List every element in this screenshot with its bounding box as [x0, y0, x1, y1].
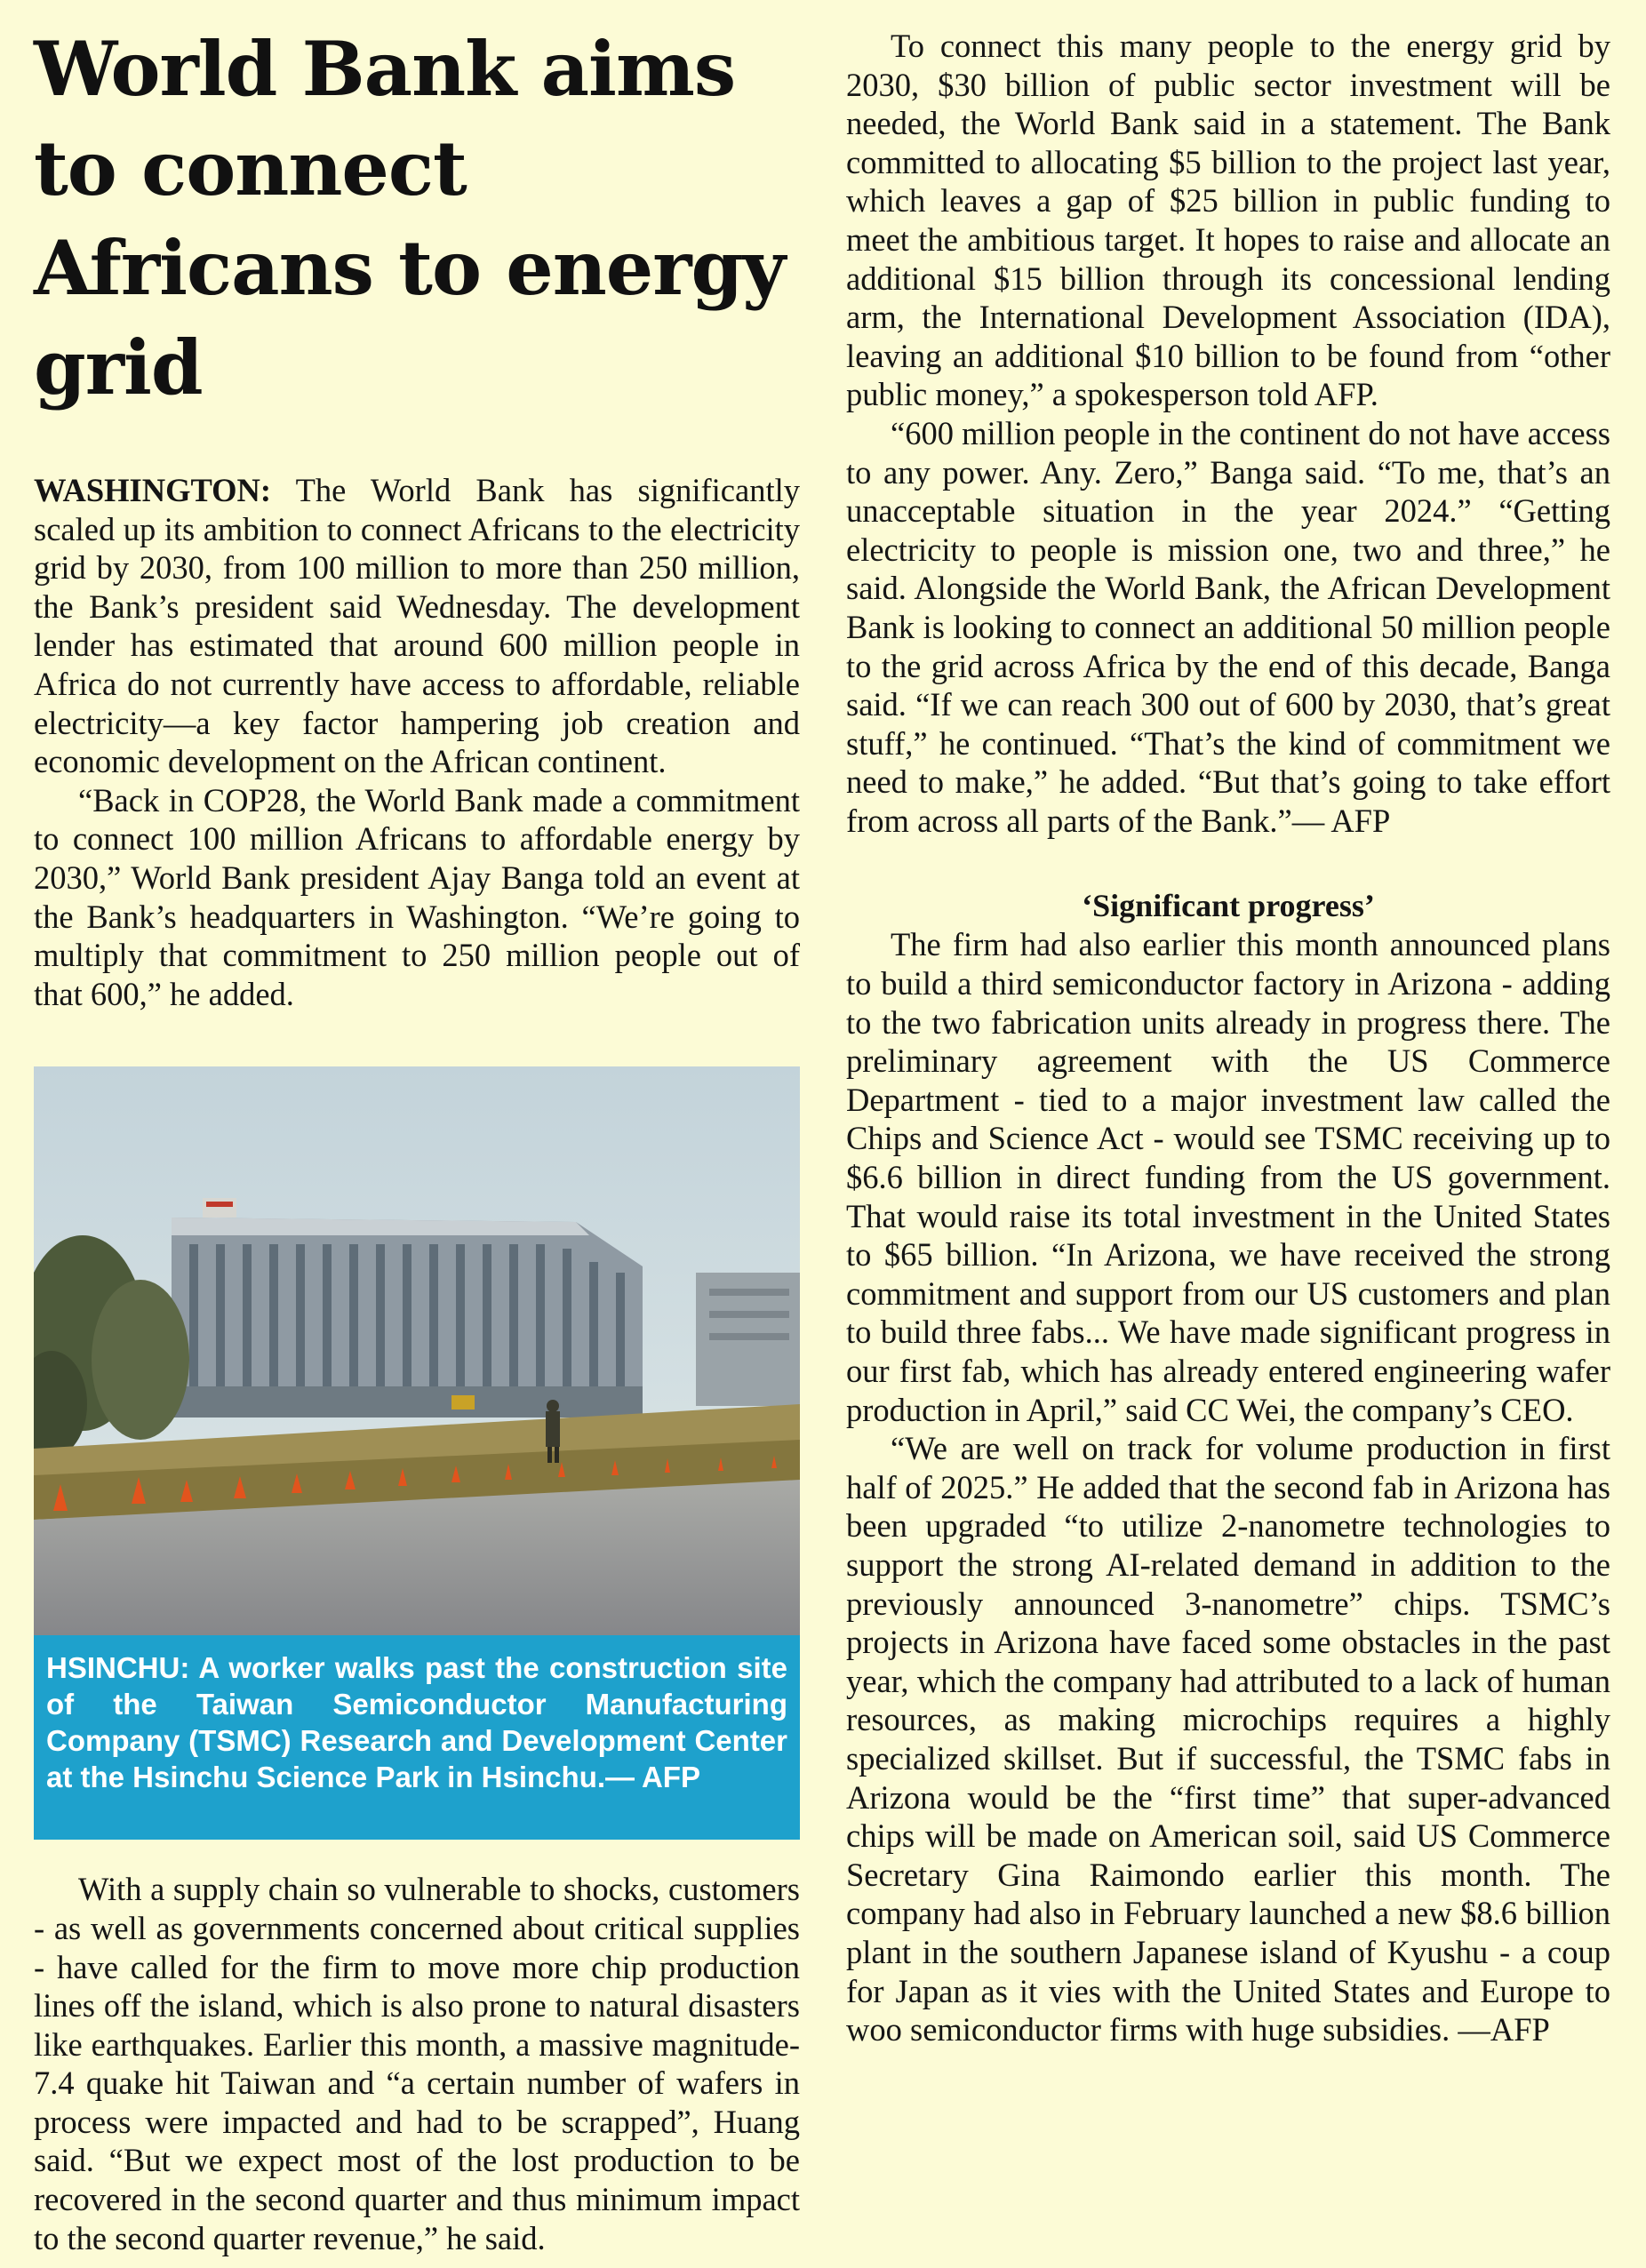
subheading: ‘Significant progress’ — [1082, 888, 1375, 924]
paragraph: “We are well on track for volume production in first half of 2025.” He added that the second fab in Arizona has been upgraded “to utilize 2-nanometre technologies to support the strong AI-related demand in addition to the previously announced 3-nanometre” chips. TSMC’s projects in Arizona have faced some obstacles in the past year, which the company had attributed to a lack of human resources, as making microchips requires a highly specialized skillset. But if successful, the TSMC fabs in Arizona would be the “first time” that super-advanced chips will be made on American soil, said US Commerce Secretary Gina Raimondo earlier this month. The company had also in February launched a new $8.6 billion plant in the southern Japanese island of Kyushu - a coup for Japan as it vies with the United States and Europe to woo semiconductor firms with huge subsidies. —AFP — [846, 1430, 1610, 2048]
paragraph: “Back in COP28, the World Bank made a commitment to connect 100 million Africans to affordable energy by 2030,” World Bank president Ajay Banga told an event at the Bank’s headquarters in Washington. “We’re going to multiply that commitment to 250 million people out of that 600,” he added. — [34, 781, 800, 1012]
photo-block — [34, 1066, 800, 1840]
left-column — [34, 20, 800, 2257]
right-column — [846, 27, 1610, 2049]
lead-paragraph — [34, 471, 800, 781]
lead-paragraph-text: The World Bank has significantly scaled up its ambition to connect Africans to the electricity grid by 2030, from 100 million to more than 250 million, the Bank’s president said Wednesday. The development lender has estimated that around 600 million people in Africa do not currently have access to affordable, reliable electricity—a key factor hampering job creation and economic development on the African continent. — [34, 472, 800, 780]
paragraph: To connect this many people to the energy grid by 2030, $30 billion of public sector investment will be needed, the World Bank said in a statement. The Bank committed to allocating $5 billion to the project last year, which leaves a gap of $25 billion in public funding to meet the ambitious target. It hopes to raise and allocate an additional $15 billion through its concessional lending arm, the International Development Association (IDA), leaving an additional $10 billion to be found from “other public money,” a spokesperson told AFP. — [846, 28, 1610, 413]
dateline: WASHINGTON: — [34, 472, 272, 508]
construction-site-photo — [34, 1066, 800, 1635]
headline: World Bank aims to connect Africans to energy grid — [34, 25, 786, 411]
paragraph: With a supply chain so vulnerable to shocks, customers - as well as governments concerned about critical supplies - have called for the firm to move more chip production lines off the island, which is also prone to natural disasters like earthquakes. Earlier this month, a massive magnitude-7.4 quake hit Taiwan and “a certain number of wafers in process were impacted and had to be scrapped”, Huang said. “But we expect most of the lost production to be recovered in the second quarter and thus minimum impact to the second quarter revenue,” he said. — [34, 1871, 800, 2256]
paragraph: The firm had also earlier this month announced plans to build a third semiconductor factory in Arizona - adding to the two fabrication units already in progress there. The preliminary agreement with the US Commerce Department - tied to a major investment law called the Chips and Science Act - would see TSMC receiving up to $6.6 billion in direct funding from the US government. That would raise its total investment in the United States to $65 billion. “In Arizona, we have received the strong commitment and support from our US customers and plan to build three fabs... We have made significant progress in our first fab, which has already entered engineering wafer production in April,” said CC Wei, the company’s CEO. — [846, 926, 1610, 1428]
photo-caption: HSINCHU: A worker walks past the construction site of the Taiwan Semiconductor Manufacturing Company (TSMC) Research and Development Center at the Hsinchu Science Park in Hsinchu.— AFP — [34, 1635, 800, 1840]
paragraph: “600 million people in the continent do not have access to any power. Any. Zero,” Banga said. “To me, that’s an unacceptable situation in the year 2024.” “Getting electricity to people is mission one, two and three,” he said. Alongside the World Bank, the African Development Bank is looking to connect an additional 50 million people to the grid across Africa by the end of this decade, Banga said. “If we can reach 300 out of 600 by 2030, that’s great stuff,” he continued. “That’s the kind of commitment we need to make,” he added. “But that’s going to take effort from across all parts of the Bank.”— AFP — [846, 414, 1610, 839]
